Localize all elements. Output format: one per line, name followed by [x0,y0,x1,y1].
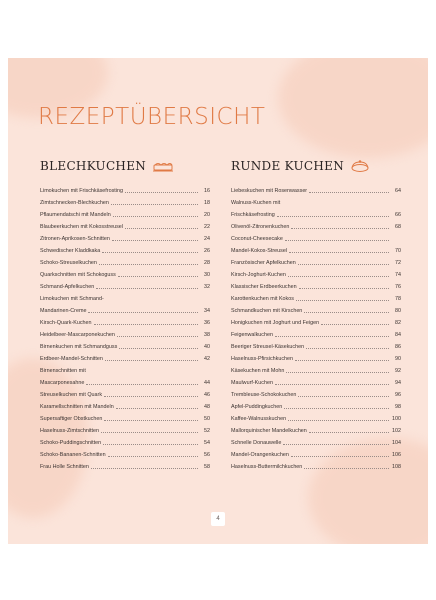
recipe-entry [40,398,210,410]
dot-leader [101,432,198,433]
dot-leader [91,468,198,469]
dot-leader [288,276,389,277]
recipe-entry [40,350,210,362]
dot-leader [108,456,198,457]
recipe-entry [231,446,401,458]
recipe-entry [40,314,210,326]
recipe-page-number: 22 [204,224,210,230]
recipe-page-number: 50 [204,416,210,422]
recipe-entry [40,290,210,314]
recipe-entry [231,218,401,230]
recipe-entry [231,314,401,326]
dot-leader [298,396,389,397]
dot-leader [306,348,389,349]
recipe-page-number: 56 [204,452,210,458]
recipe-page-number: 106 [392,452,401,458]
dot-leader [86,384,198,385]
recipe-entry [231,386,401,398]
recipe-title: Karamellschnitten mit Mandeln [40,404,114,410]
recipe-title: Kirsch-Joghurt-Kuchen [231,272,286,278]
recipe-page-number: 96 [395,392,401,398]
recipe-page-number: 66 [395,212,401,218]
recipe-title: Schwedischer Kladdkaka [40,248,101,254]
section-heading-runde-kuchen [231,156,401,176]
recipe-title: Walnuss-Kuchen mit [231,200,281,206]
section-heading-label: BLECHKUCHEN [40,159,147,173]
recipe-title: Schoko-Streuselkuchen [40,260,97,266]
dot-leader [309,432,389,433]
recipe-title: Limokuchen mit Frischkäsefrosting [40,188,123,194]
recipe-title: Trembleuse-Schokokuchen [231,392,297,398]
dot-leader [125,228,198,229]
recipe-entry [231,458,401,470]
recipe-entry [231,302,401,314]
dot-leader [321,324,389,325]
recipe-title: Liebeskuchen mit Rosenwasser [231,188,308,194]
recipe-entry [231,326,401,338]
dot-leader [289,252,389,253]
dot-leader [113,216,198,217]
recipe-title: Käsekuchen mit Mohn [231,368,285,374]
recipe-entry [40,230,210,242]
dot-leader [112,240,198,241]
recipe-entry [231,254,401,266]
recipe-page-number: 18 [204,200,210,206]
recipe-title: Honigkuchen mit Joghurt und Feigen [231,320,320,326]
recipe-title: Schmandkuchen mit Kirschen [231,308,303,314]
recipe-title: Haselnuss-Zimtschnitten [40,428,100,434]
recipe-title-continued: Mascarponesahne [40,380,85,386]
recipe-page-number: 46 [204,392,210,398]
recipe-entry [40,410,210,422]
section-heading-blechkuchen [40,156,210,176]
dot-leader [291,456,389,457]
recipe-page-number: 42 [204,356,210,362]
recipe-page-number: 26 [204,248,210,254]
dot-leader [283,444,389,445]
dot-leader [102,252,198,253]
recipe-page-number: 82 [395,320,401,326]
recipe-title: Kaffee-Walnusskuchen [231,416,287,422]
recipe-entry [231,410,401,422]
recipe-title: Supersaftiger Obstkuchen [40,416,103,422]
blechkuchen-column [40,156,210,470]
dot-leader [277,216,389,217]
dot-leader [119,348,198,349]
recipe-entry [231,194,401,218]
dot-leader [296,300,389,301]
recipe-title: Pflaumendatschi mit Mandeln [40,212,111,218]
dot-leader [299,288,389,289]
section-heading-label: RUNDE KUCHEN [231,159,345,173]
recipe-title: Birnenschnitten mit [40,368,86,374]
recipe-title: Apfel-Puddingkuchen [231,404,283,410]
recipe-title: Heidelbeer-Mascarponekuchen [40,332,115,338]
recipe-page-number: 58 [204,464,210,470]
dot-leader [94,324,198,325]
recipe-entry [231,290,401,302]
recipe-title: Mallorquinischer Mandelkuchen [231,428,307,434]
dot-leader [304,312,389,313]
recipe-entry [40,206,210,218]
dot-leader [88,312,198,313]
dot-leader [288,420,389,421]
dot-leader [285,240,389,241]
dot-leader [111,204,198,205]
dot-leader [275,384,389,385]
dot-leader [103,444,198,445]
dot-leader [104,420,198,421]
page-number: 4 [211,512,225,526]
dot-leader [125,192,198,193]
dot-leader [295,360,389,361]
recipe-page-number: 76 [395,284,401,290]
recipe-page-number: 86 [395,344,401,350]
recipe-page-number: 100 [392,416,401,422]
dot-leader [309,192,389,193]
recipe-page-number: 78 [395,296,401,302]
recipe-page-number: 34 [204,308,210,314]
recipe-entry [40,194,210,206]
recipe-page-number: 28 [204,260,210,266]
recipe-page-number: 108 [392,464,401,470]
recipe-page-number: 38 [204,332,210,338]
recipe-entry [40,278,210,290]
recipe-page-number: 68 [395,224,401,230]
page-title: REZEPTÜBERSICHT [38,104,266,130]
recipe-entry [231,230,401,242]
recipe-page-number: 36 [204,320,210,326]
recipe-title: Schoko-Puddingschnitten [40,440,102,446]
recipe-page-number: 102 [392,428,401,434]
recipe-title: Beeriger Streusel-Käsekuchen [231,344,305,350]
dot-leader [96,288,198,289]
recipe-page-number: 74 [395,272,401,278]
recipe-title: Mandel-Kokos-Streusel [231,248,288,254]
recipe-title: Blaubeerkuchen mit Kokosstreusel [40,224,123,230]
recipe-entry [40,266,210,278]
dot-leader [104,396,198,397]
recipe-title-continued: Mandarinen-Creme [40,308,87,314]
recipe-page-number: 84 [395,332,401,338]
recipe-title-continued: Frischkäsefrosting [231,212,275,218]
dot-leader [105,360,198,361]
dot-leader [291,228,389,229]
recipe-page-number: 92 [395,368,401,374]
recipe-title: Schnelle Donauwelle [231,440,282,446]
recipe-entry [40,254,210,266]
recipe-title: Maulwurf-Kuchen [231,380,273,386]
recipe-entry [40,446,210,458]
recipe-title: Birnenkuchen mit Schmandguss [40,344,118,350]
page-background [8,58,428,544]
recipe-page-number: 90 [395,356,401,362]
recipe-entry [231,350,401,362]
recipe-entry [231,434,401,446]
recipe-page-number: 30 [204,272,210,278]
recipe-entry [40,242,210,254]
recipe-entry [231,242,401,254]
round-cake-icon [350,159,370,173]
recipe-entry [40,434,210,446]
dot-leader [304,468,389,469]
recipe-title: Haselnuss-Buttermilchkuchen [231,464,303,470]
recipe-page-number: 40 [204,344,210,350]
dot-leader [298,264,389,265]
recipe-title: Olivenöl-Zitronenkuchen [231,224,290,230]
recipe-entry [40,338,210,350]
recipe-entry [40,218,210,230]
recipe-page-number: 70 [395,248,401,254]
recipe-entry [40,386,210,398]
recipe-page-number: 32 [204,284,210,290]
recipe-entry [231,422,401,434]
recipe-page-number: 44 [204,380,210,386]
dot-leader [284,408,389,409]
recipe-title: Klassischer Erdbeerkuchen [231,284,297,290]
recipe-entry [231,182,401,194]
recipe-page-number: 20 [204,212,210,218]
dot-leader [275,336,389,337]
recipe-entry [40,422,210,434]
recipe-entry [40,458,210,470]
recipe-page-number: 48 [204,404,210,410]
dot-leader [286,372,389,373]
recipe-entry [231,266,401,278]
recipe-page-number: 64 [395,188,401,194]
recipe-title: Feigenwalkuchen [231,332,273,338]
blechkuchen-list [40,182,210,470]
recipe-entry [231,338,401,350]
recipe-entry [231,374,401,386]
cake-tray-icon [152,159,174,173]
watercolor-blob [278,58,428,158]
recipe-entry [40,326,210,338]
recipe-page-number: 80 [395,308,401,314]
dot-leader [117,336,198,337]
recipe-page-number: 52 [204,428,210,434]
recipe-entry [231,362,401,374]
recipe-title: Mandel-Orangenkuchen [231,452,289,458]
recipe-page-number: 98 [395,404,401,410]
recipe-page-number: 54 [204,440,210,446]
recipe-title: Coconut-Cheesecake [231,236,283,242]
recipe-entry [231,278,401,290]
dot-leader [118,276,198,277]
runde-kuchen-column [231,156,401,470]
recipe-page-number: 94 [395,380,401,386]
recipe-title: Schoko-Bananen-Schnitten [40,452,106,458]
recipe-title: Zimtschnecken-Blechkuchen [40,200,109,206]
recipe-title: Karottenkuchen mit Kokos [231,296,294,302]
recipe-title: Streuselkuchen mit Quark [40,392,103,398]
recipe-title: Kirsch-Quark-Kuchen [40,320,92,326]
recipe-entry [231,398,401,410]
dot-leader [116,408,198,409]
recipe-title: Schmand-Apfelkuchen [40,284,95,290]
recipe-title: Erdbeer-Mandel-Schnitten [40,356,103,362]
recipe-title: Zitronen-Aprikosen-Schnitten [40,236,110,242]
recipe-title: Limokuchen mit Schmand- [40,296,104,302]
recipe-page-number: 72 [395,260,401,266]
recipe-page-number: 24 [204,236,210,242]
recipe-entry [40,362,210,386]
recipe-title: Haselnuss-Pfirsichkuchen [231,356,294,362]
recipe-page-number: 104 [392,440,401,446]
recipe-entry [40,182,210,194]
recipe-title: Quarkschnitten mit Schokoguss [40,272,116,278]
recipe-title: Frau Holle Schnitten [40,464,89,470]
recipe-page-number: 16 [204,188,210,194]
recipe-title: Französischer Apfelkuchen [231,260,296,266]
runde-kuchen-list [231,182,401,470]
dot-leader [99,264,198,265]
